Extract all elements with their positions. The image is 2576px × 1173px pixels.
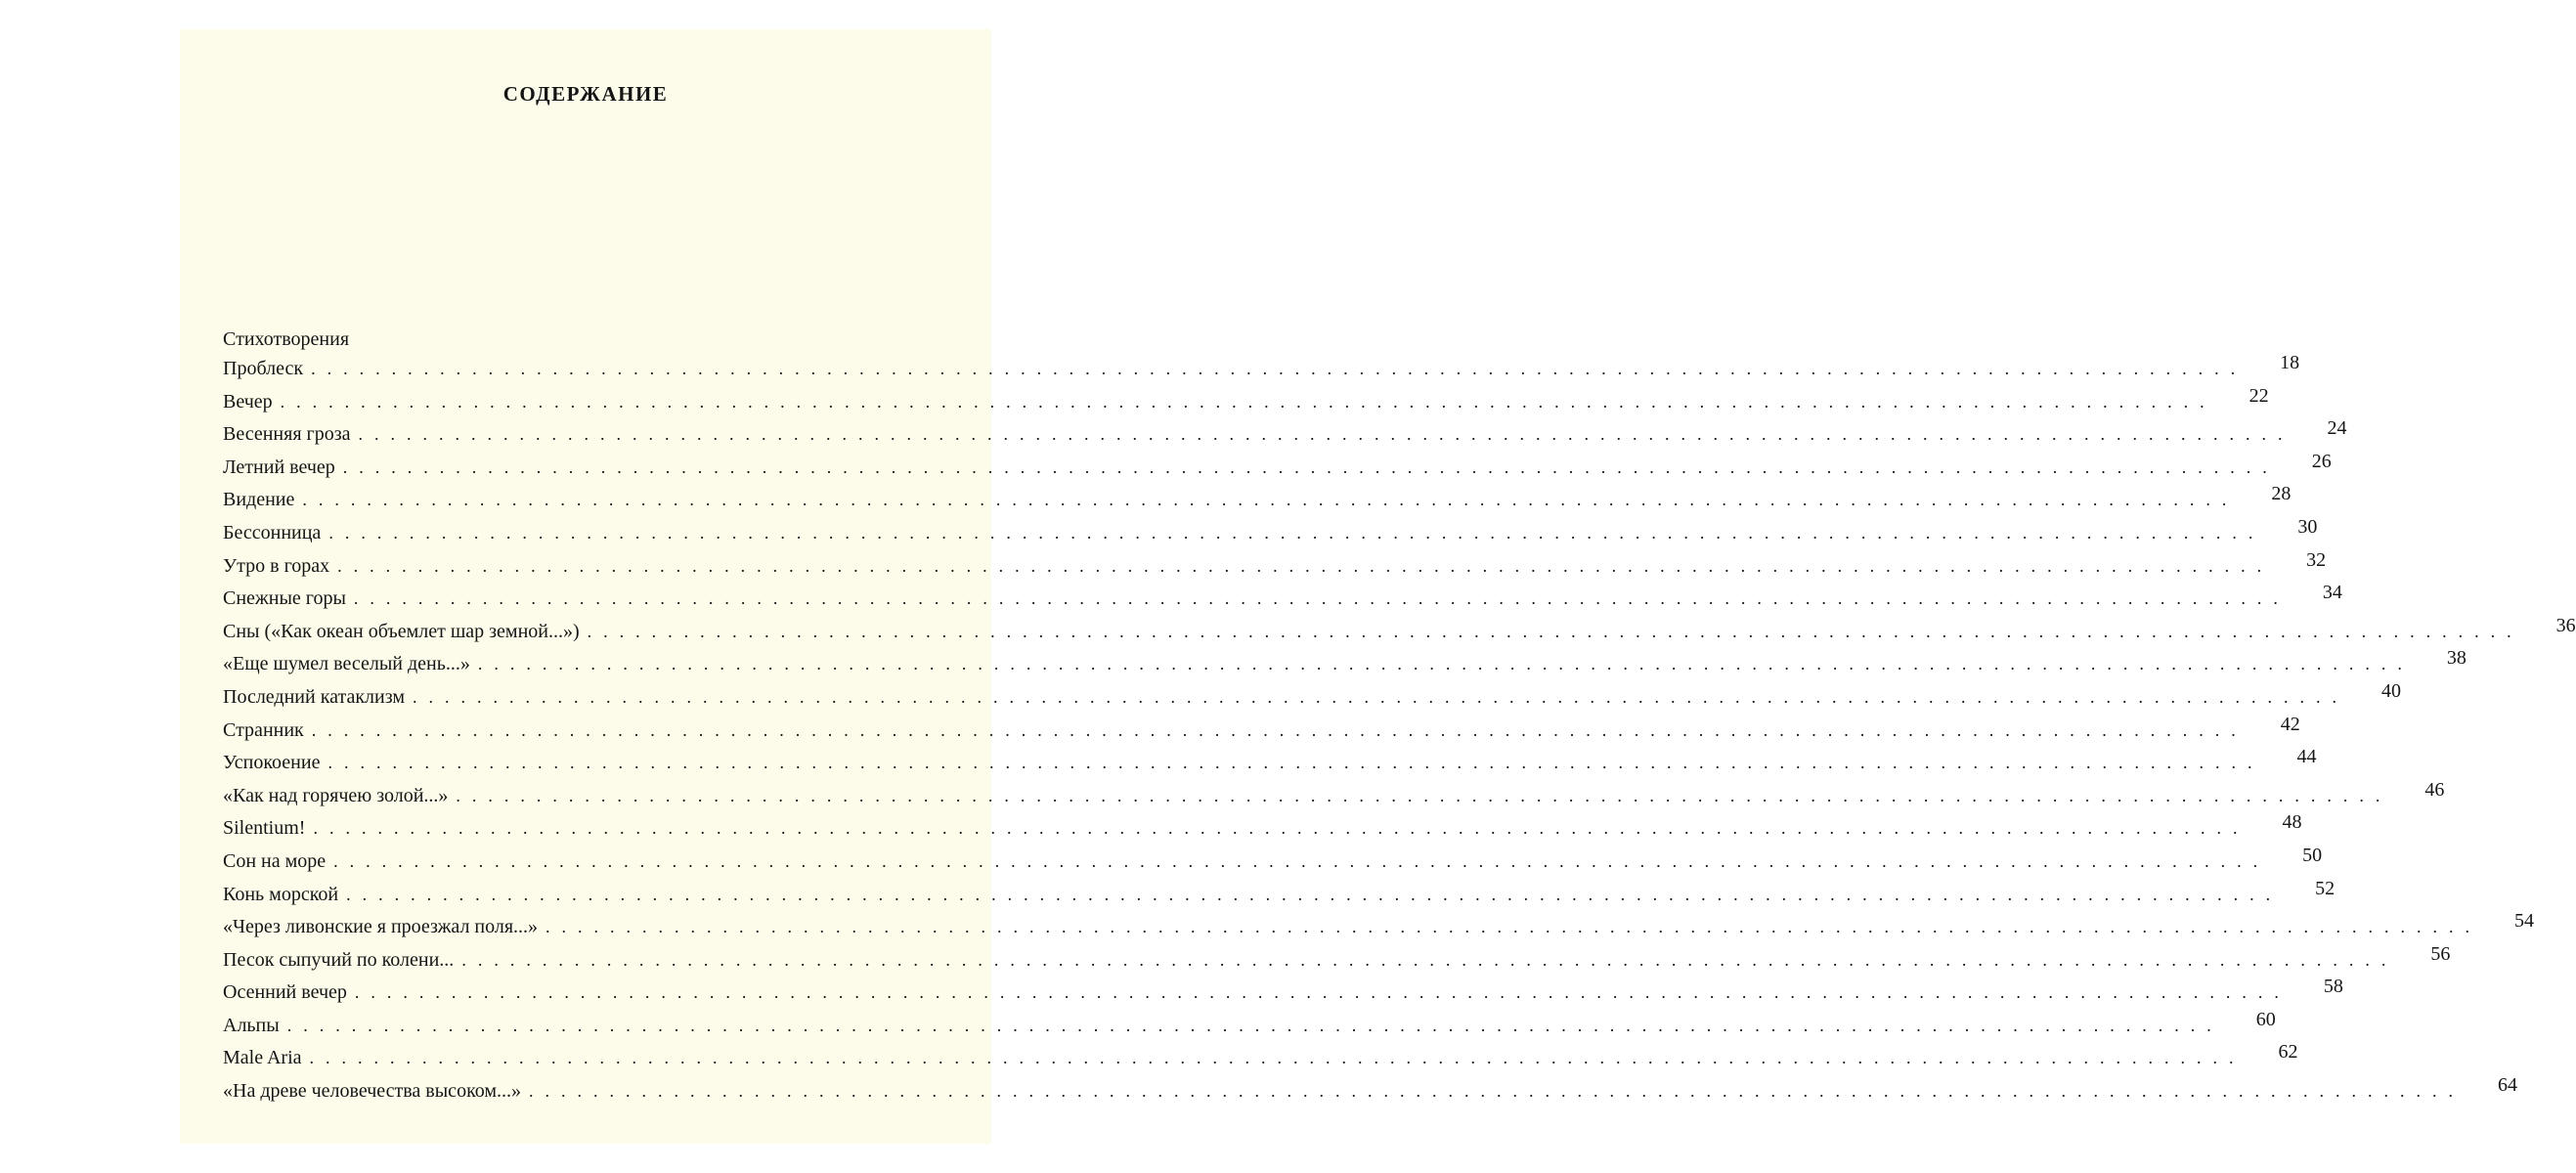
toc-entry-title: Последний катаклизм bbox=[223, 685, 406, 708]
toc-entry bbox=[223, 976, 2343, 1015]
toc-entry-page-number: 38 bbox=[2446, 647, 2467, 670]
toc-entry bbox=[223, 1008, 2276, 1048]
toc-entry bbox=[223, 877, 2336, 917]
toc-entry bbox=[223, 548, 2327, 588]
toc-entry-title: Проблеск bbox=[223, 358, 304, 379]
dot-leader: ........................................................................................................................ bbox=[342, 456, 2279, 477]
toc-entry-page-number: 24 bbox=[2327, 417, 2347, 440]
toc-entry bbox=[223, 384, 2269, 424]
toc-entry-title: Вечер bbox=[223, 390, 273, 413]
toc-entry-page-number: 50 bbox=[2302, 844, 2323, 866]
toc-entry-page-number: 56 bbox=[2430, 942, 2451, 965]
toc-entry bbox=[223, 713, 2300, 753]
toc-entry-title: Снежные горы bbox=[223, 587, 346, 610]
dot-leader: ........................................................................................................................ bbox=[461, 949, 2398, 970]
toc-entry-page-number: 64 bbox=[2498, 1074, 2518, 1097]
toc-entry-page-number: 44 bbox=[2296, 746, 2317, 768]
toc-entry-title: Песок сыпучий по колени... bbox=[223, 948, 455, 971]
toc-entry-title: Конь морской bbox=[223, 883, 339, 905]
toc-entry bbox=[223, 778, 2445, 818]
dot-leader: ........................................................................................................................ bbox=[333, 850, 2270, 871]
dot-leader: ........................................................................................................................ bbox=[456, 785, 2392, 805]
toc-entry-title: Утро в горах bbox=[223, 554, 330, 577]
dot-leader: ........................................................................................................................ bbox=[337, 555, 2274, 576]
dot-leader: ........................................................................................................................ bbox=[477, 654, 2414, 674]
book-page bbox=[180, 29, 2576, 1144]
dot-leader: ........................................................................................................................ bbox=[413, 686, 2349, 707]
toc-entry-page-number: 48 bbox=[2282, 811, 2302, 834]
dot-leader: ........................................................................................................................ bbox=[311, 359, 2248, 378]
toc-entry bbox=[223, 582, 2342, 621]
toc-entry-title: «На древе человечества высоком...» bbox=[223, 1080, 522, 1103]
toc-entry-title: Успокоение bbox=[223, 752, 321, 774]
dot-leader: ........................................................................................................................ bbox=[353, 588, 2290, 609]
toc-entry-page-number: 52 bbox=[2315, 877, 2336, 899]
toc-entry-page-number: 34 bbox=[2322, 582, 2342, 604]
dot-leader: ........................................................................................................................ bbox=[309, 1048, 2246, 1068]
toc-entry-page-number: 62 bbox=[2278, 1041, 2298, 1064]
dot-leader: ........................................................................................................................ bbox=[328, 522, 2265, 543]
toc-entry-title: Осенний вечер bbox=[223, 981, 347, 1004]
toc-entry bbox=[223, 450, 2332, 490]
dot-leader: ........................................................................................................................ bbox=[327, 753, 2264, 773]
dot-leader: ........................................................................................................................ bbox=[354, 982, 2291, 1003]
toc-entry bbox=[223, 515, 2318, 555]
toc-entry-title: Видение bbox=[223, 489, 295, 511]
toc-entry-page-number: 36 bbox=[2555, 614, 2576, 636]
toc-entry-page-number: 32 bbox=[2306, 548, 2327, 571]
toc-entry-page-number: 46 bbox=[2424, 778, 2445, 801]
toc-entry bbox=[223, 417, 2347, 456]
toc-entry bbox=[223, 811, 2302, 850]
table-of-contents bbox=[223, 352, 2576, 1113]
toc-entry bbox=[223, 647, 2467, 686]
toc-entry bbox=[223, 844, 2323, 884]
toc-entry-page-number: 22 bbox=[2249, 384, 2269, 407]
toc-entry bbox=[223, 614, 2576, 654]
toc-entry-title: «Через ливонские я проезжал поля...» bbox=[223, 916, 539, 938]
toc-entry-page-number: 30 bbox=[2297, 515, 2318, 538]
toc-entry bbox=[223, 910, 2535, 949]
toc-entry-title: Сны («Как океан объемлет шар земной...») bbox=[223, 620, 580, 642]
toc-entry-page-number: 58 bbox=[2323, 976, 2343, 998]
toc-entry bbox=[223, 942, 2451, 982]
toc-entry bbox=[223, 679, 2402, 719]
dot-leader: ........................................................................................................................ bbox=[313, 818, 2249, 839]
toc-entry-title: Бессонница bbox=[223, 521, 322, 543]
dot-leader: ........................................................................................................................ bbox=[529, 1081, 2466, 1102]
dot-leader: ........................................................................................................................ bbox=[280, 391, 2216, 412]
toc-entry bbox=[223, 352, 2300, 391]
toc-entry-page-number: 42 bbox=[2280, 713, 2300, 735]
toc-entry-title: Весенняя гроза bbox=[223, 423, 351, 446]
toc-entry-title: Silentium! bbox=[223, 817, 306, 840]
toc-entry-title: Male Aria bbox=[223, 1047, 302, 1069]
dot-leader: ........................................................................................................................ bbox=[286, 1015, 2223, 1035]
toc-entry-title: Сон на море bbox=[223, 849, 327, 872]
dot-leader: ........................................................................................................................ bbox=[311, 719, 2248, 740]
toc-entry bbox=[223, 1041, 2298, 1080]
dot-leader: ........................................................................................................................ bbox=[302, 490, 2239, 510]
toc-entry-page-number: 54 bbox=[2514, 910, 2535, 933]
section-heading: Стихотворения bbox=[223, 328, 350, 350]
toc-entry-title: Странник bbox=[223, 718, 304, 741]
toc-entry-title: Альпы bbox=[223, 1014, 280, 1036]
toc-entry-page-number: 40 bbox=[2381, 679, 2402, 702]
dot-leader: ........................................................................................................................ bbox=[358, 424, 2294, 445]
toc-entry bbox=[223, 483, 2292, 522]
dot-leader: ........................................................................................................................ bbox=[546, 917, 2482, 937]
toc-entry-page-number: 28 bbox=[2271, 483, 2292, 505]
toc-entry bbox=[223, 746, 2317, 785]
toc-entry-page-number: 60 bbox=[2255, 1008, 2276, 1030]
page-title: СОДЕРЖАНИЕ bbox=[502, 82, 669, 106]
dot-leader: ........................................................................................................................ bbox=[587, 621, 2523, 641]
toc-entry-title: «Еще шумел веселый день...» bbox=[223, 653, 470, 675]
toc-entry-title: «Как над горячею золой...» bbox=[223, 784, 449, 806]
toc-entry-page-number: 18 bbox=[2280, 352, 2300, 373]
toc-entry-title: Летний вечер bbox=[223, 456, 335, 478]
toc-entry-page-number: 26 bbox=[2311, 450, 2332, 472]
dot-leader: ........................................................................................................................ bbox=[346, 884, 2283, 904]
toc-entry bbox=[223, 1074, 2518, 1113]
